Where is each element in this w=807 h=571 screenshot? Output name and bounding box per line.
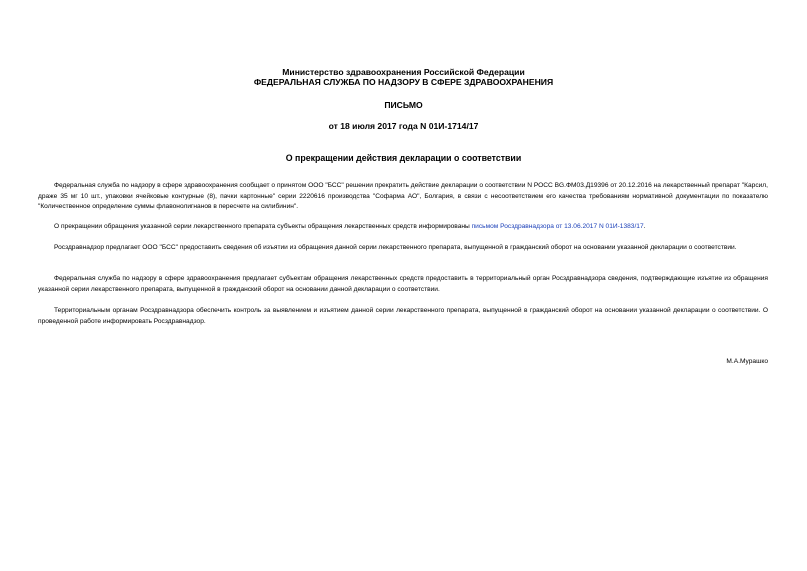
paragraph-2-end: . <box>643 223 646 230</box>
paragraph-2 <box>38 222 768 233</box>
paragraph-1: Федеральная служба по надзору в сфере здравоохранения сообщает о принятом ООО "БСС" решении прекратить действие декларации о соответствии N РОСС BG.ФМ03.Д19396 от 20.12.2016 на лекарственный препарат "Карсил, драже 35 мг 10 шт., упаковки ячейковые контурные (8), пачки картонные" серии 2220616 производства "Софарма АО", Болгария, в связи с несоответствием его качества требованиям нормативной документации по показателю "Количественное определение суммы флавонолигнанов в пересчете на силибинин". <box>38 182 768 211</box>
document-type: ПИСЬМО <box>384 100 423 110</box>
ministry-name: Министерство здравоохранения Российской Федерации <box>282 67 525 77</box>
paragraph-5: Территориальным органам Росздравнадзора обеспечить контроль за выявлением и изъятием данной серии лекарственного препарата, выпущенной в гражданский оборот на основании указанной декларации о соответствии. О проведенной работе информировать Росздравнадзор. <box>38 307 768 325</box>
paragraph-3: Росздравнадзор предлагает ООО "БСС" предоставить сведения об изъятии из обращения данной серии лекарственного препарата, выпущенной в гражданский оборот на основании указанной декларации о соответствии. <box>54 244 737 251</box>
paragraph-2-text: О прекращении обращения указанной серии лекарственного препарата субъекты обращения лекарственных средств информированы <box>54 223 472 230</box>
signature: М.А.Мурашко <box>726 358 768 365</box>
document-date-number: от 18 июля 2017 года N 01И-1714/17 <box>328 121 479 131</box>
service-name: ФЕДЕРАЛЬНАЯ СЛУЖБА ПО НАДЗОРУ В СФЕРЕ ЗДРАВООХРАНЕНИЯ <box>253 77 554 87</box>
document-subject: О прекращении действия декларации о соответствии <box>285 153 522 163</box>
paragraph-4: Федеральная служба по надзору в сфере здравоохранения предлагает субъектам обращения лекарственных средств предоставить в территориальный орган Росздравнадзора сведения, подтверждающие изъятие из обращения указанной серии лекарственного препарата, выпущенной в гражданский оборот на основании данной декларации о соответствии. <box>38 275 768 293</box>
letter-reference-link[interactable]: письмом Росздравнадзора от 13.06.2017 N 01И-1383/17 <box>471 223 644 230</box>
